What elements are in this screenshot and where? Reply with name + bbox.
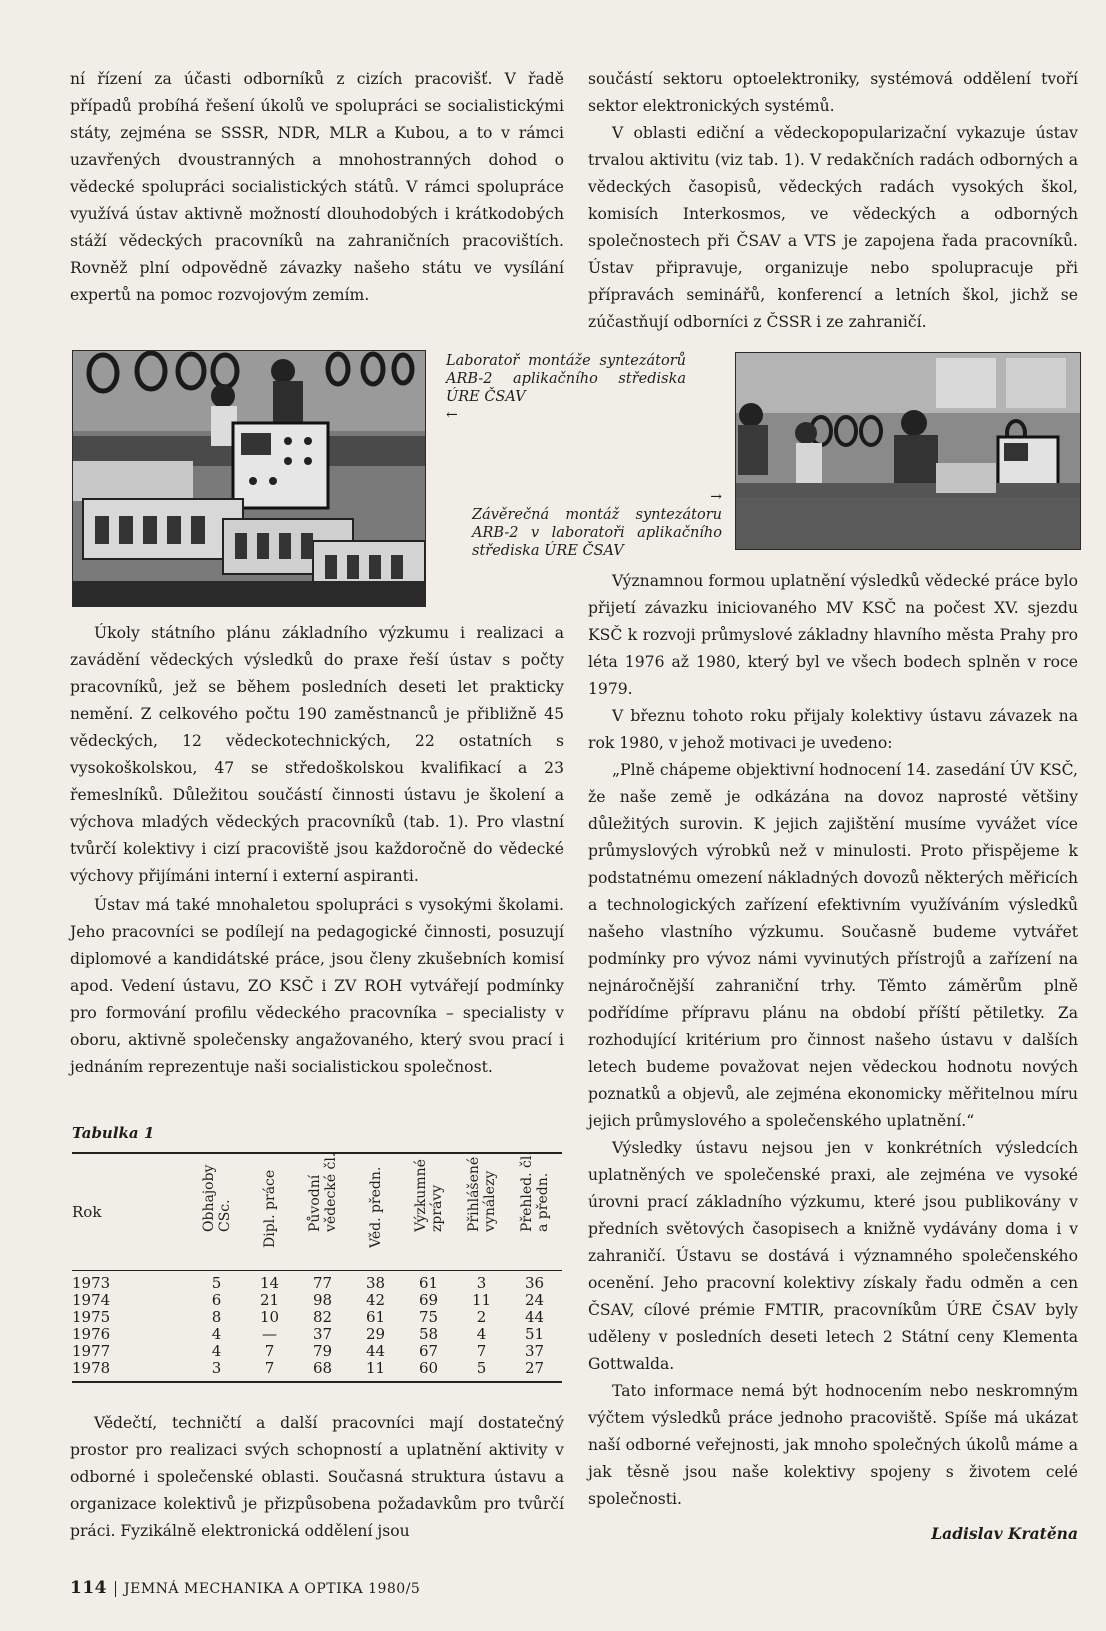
table-cell: 77 [312, 1274, 333, 1292]
photo-caption-right [472, 488, 722, 560]
table-cell: 60 [418, 1359, 439, 1377]
table-cell: 7 [476, 1342, 487, 1360]
table-row [72, 1343, 562, 1360]
table-cell: 37 [312, 1325, 333, 1343]
table-cell: 67 [418, 1342, 439, 1360]
journal-name: JEMNÁ MECHANIKA A OPTIKA 1980/5 [124, 1581, 421, 1597]
table-row [72, 1309, 562, 1326]
table-cell: 37 [524, 1342, 545, 1360]
lab-photo-left-image [73, 351, 425, 606]
header-cell: Přehled. čl. a předn. [518, 1151, 551, 1232]
header-rok: Rok [72, 1203, 102, 1221]
table-cell: 58 [418, 1325, 439, 1343]
paragraph: Úkoly státního plánu základního výzkumu i realizaci a zavádění vědeckých výsledků do praxe řeší ústav s počty pracovníků, jež se během posledních deseti let prakticky nemění. Z celkového počtu 190 zaměstnanců je přibližně 45 vědeckých, 12 vědeckotechnických, 22 ostatních s vysokoškolskou, 47 se středoškolskou kvalifikací a 23 řemeslníků. Důležitou součástí činnosti ústavu je školení a výchova mladých vědeckých pracovníků (tab. 1). Pro vlastní tvůrčí kolektivy i cizí pracoviště jsou každoročně do vědecké výchovy přijímáni interní i externí aspiranti. [70, 624, 564, 885]
table-cell: 4 [211, 1342, 222, 1360]
table-cell: 7 [264, 1359, 275, 1377]
header-cell: Přihlášené vynálezy [465, 1156, 498, 1232]
table-cell: 10 [259, 1308, 280, 1326]
header-cell: Původní vědecké čl. [306, 1152, 339, 1232]
paragraph: Výsledky ústavu nejsou jen v konkrétních výsledcích uplatněných ve společenské praxi, ale zejména ve vysoké úrovni prací základního výzkumu, které jsou publikovány v předních světových časopisech a knižně vydávány doma i v zahraničí. Ústavu se dostává i významného společenského ocenění. Jeho pracovní kolektivy získaly řadu odměn a cen ČSAV, cílové prémie FMTIR, pracovníkům ÚRE ČSAV byly uděleny v posledních deseti letech 2 Státní ceny Klementa Gottwalda. [588, 1139, 1078, 1373]
table-cell: 44 [524, 1308, 545, 1326]
table-cell: 11 [471, 1291, 492, 1309]
table-cell: 38 [365, 1274, 386, 1292]
table-cell-year: 1973 [72, 1274, 111, 1292]
table-cell: 36 [524, 1274, 545, 1292]
table-cell: 29 [365, 1325, 386, 1343]
table-cell: 79 [312, 1342, 333, 1360]
table-cell: 69 [418, 1291, 439, 1309]
caption-text: Závěrečná montáž syntezátoru ARB-2 v laboratoři aplikačního střediska ÚRE ČSAV [472, 507, 722, 559]
table-cell: 4 [211, 1325, 222, 1343]
table-cell: 27 [524, 1359, 545, 1377]
table-cell-year: 1974 [72, 1291, 111, 1309]
table-cell: 82 [312, 1308, 333, 1326]
table-cell: 7 [264, 1342, 275, 1360]
arrow-left-icon: ← [446, 407, 458, 423]
page-footer [70, 1578, 420, 1598]
header-cell: Dipl. práce [261, 1169, 278, 1248]
paragraph: součástí sektoru optoelektroniky, systémová oddělení tvoří sektor elektronických systémů. [588, 70, 1078, 115]
table-cell: 68 [312, 1359, 333, 1377]
table-cell: 5 [476, 1359, 487, 1377]
table-cell: 61 [418, 1274, 439, 1292]
table-cell: 14 [259, 1274, 280, 1292]
lab-photo-right [735, 352, 1081, 550]
paragraph: Významnou formou uplatnění výsledků vědecké práce bylo přijetí závazku iniciovaného MV KSČ na počest XV. sjezdu KSČ k rozvoji průmyslové základny hlavního města Prahy pro léta 1976 až 1980, který byl ve všech bodech splněn v roce 1979. [588, 572, 1078, 698]
table-cell: 42 [365, 1291, 386, 1309]
table-cell: 21 [259, 1291, 280, 1309]
paragraph: V březnu tohoto roku přijaly kolektivy ústavu závazek na rok 1980, v jehož motivaci je uvedeno: [588, 707, 1078, 752]
table-cell: 51 [524, 1325, 545, 1343]
lab-photo-right-image [736, 353, 1080, 549]
table-cell-year: 1977 [72, 1342, 111, 1360]
paragraph: ní řízení za účasti odborníků z cizích pracovišť. V řadě případů probíhá řešení úkolů ve spolupráci se socialistickými státy, zejména se SSSR, NDR, MLR a Kubou, a to v rámci uzavřených dvoustranných a mnohostranných dohod o vědecké spolupráci socialistických států. V rámci spolupráce využívá ústav aktivně možností dlouhodobých i krátkodobých stáží vědeckých pracovníků na zahraničních pracovištích. Rovněž plní odpovědně závazky našeho státu ve vysílání expertů na pomoc rozvojovým zemím. [70, 70, 564, 304]
right-column-top [588, 66, 1078, 336]
left-column-bottom [70, 1410, 564, 1545]
table-cell: 5 [211, 1274, 222, 1292]
left-column-main [70, 620, 564, 1081]
right-column-main [588, 568, 1078, 1513]
paragraph: Ústav má také mnohaletou spolupráci s vysokými školami. Jeho pracovníci se podílejí na pedagogické činnosti, posuzují diplomové a kandidátské práce, jsou členy zkušebních komisí apod. Vedení ústavu, ZO KSČ i ZV ROH vytvářejí podmínky pro formování profilu vědeckého pracovníka – specialisty v oboru, aktivně společensky angažovaného, který svou prací i jednáním reprezentuje naši socialistickou společnost. [70, 896, 564, 1076]
header-cell: Obhajoby CSc. [200, 1164, 233, 1232]
table-cell: — [262, 1325, 277, 1343]
table-cell-year: 1978 [72, 1359, 111, 1377]
table-cell: 98 [312, 1291, 333, 1309]
quote-paragraph: „Plně chápeme objektivní hodnocení 14. zasedání ÚV KSČ, že naše země je odkázána na dovoz naprosté většiny důležitých surovin. K jejich zajištění musíme vyvážet více průmyslových výrobků než v minulosti. Proto přispějeme k podstatnému omezení nákladných dovozů některých měřicích a technologických zařízení efektivním využíváním výsledků našeho vlastního výzkumu. Současně budeme vytvářet podmínky pro vývoz námi vyvinutých přístrojů a zařízení na nejnáročnější zahraniční trhy. Těmto záměrům plně podřídíme přípravu plánu na období příští pětiletky. Za rozhodující kritérium pro činnost našeho ústavu v dalších letech budeme považovat nejen vědeckou hodnotu nových poznatků a objevů, ale zejména ekonomicky měřitelnou míru jejich průmyslového a společenského uplatnění.“ [588, 761, 1078, 1130]
table-cell: 4 [476, 1325, 487, 1343]
table-row [72, 1292, 562, 1309]
table-cell: 2 [476, 1308, 487, 1326]
page-number: 114 [70, 1578, 107, 1598]
table-cell: 11 [365, 1359, 386, 1377]
table-cell-year: 1975 [72, 1308, 111, 1326]
table-cell-year: 1976 [72, 1325, 111, 1343]
author-signature: Ladislav Kratěna [931, 1524, 1078, 1543]
caption-text: Laboratoř montáže syntezátorů ARB-2 aplikačního střediska ÚRE ČSAV [446, 353, 686, 405]
left-column-top [70, 66, 564, 309]
table-row [72, 1275, 562, 1292]
header-cell: Výzkumné zprávy [412, 1159, 445, 1232]
table-body [72, 1271, 562, 1381]
table-cell: 8 [211, 1308, 222, 1326]
paragraph: Vědečtí, techničtí a další pracovníci mají dostatečný prostor pro realizaci svých schopností a uplatnění aktivity v odborné i společenské oblasti. Současná struktura ústavu a organizace kolektivů je přizpůsobena požadavkům pro tvůrčí práci. Fyzikálně elektronická oddělení jsou [70, 1414, 564, 1540]
table-cell: 3 [476, 1274, 487, 1292]
header-cell: Věd. předn. [367, 1166, 384, 1248]
table-title: Tabulka 1 [72, 1124, 155, 1142]
paragraph: V oblasti ediční a vědeckopopularizační vykazuje ústav trvalou aktivitu (viz tab. 1). V redakčních radách odborných a vědeckých časopisů, vědeckých radách vysokých škol, komisích Interkosmos, ve vědeckých a odborných společnostech při ČSAV a VTS je zapojena řada pracovníků. Ústav připravuje, organizuje nebo spolupracuje při přípravách seminářů, konferencí a letních škol, jichž se zúčastňují odborníci z ČSSR i ze zahraničí. [588, 124, 1078, 331]
table-cell: 24 [524, 1291, 545, 1309]
table-header [72, 1151, 562, 1271]
table-cell: 44 [365, 1342, 386, 1360]
lab-photo-left [72, 350, 426, 607]
table-cell: 61 [365, 1308, 386, 1326]
table-cell: 6 [211, 1291, 222, 1309]
table-cell: 75 [418, 1308, 439, 1326]
photo-caption-left [446, 352, 686, 424]
table-row [72, 1326, 562, 1343]
footer-divider [115, 1581, 116, 1597]
table-row [72, 1360, 562, 1377]
data-table [72, 1152, 562, 1383]
table-cell: 3 [211, 1359, 222, 1377]
paragraph: Tato informace nemá být hodnocením nebo neskromným výčtem výsledků práce jednoho pracoviště. Spíše má ukázat naší odborné veřejnosti, jak mnoho společných úkolů máme a jak těsně jsou naše kolektivy spojeny s životem celé společnosti. [588, 1382, 1078, 1508]
arrow-right-icon: → [710, 489, 722, 505]
